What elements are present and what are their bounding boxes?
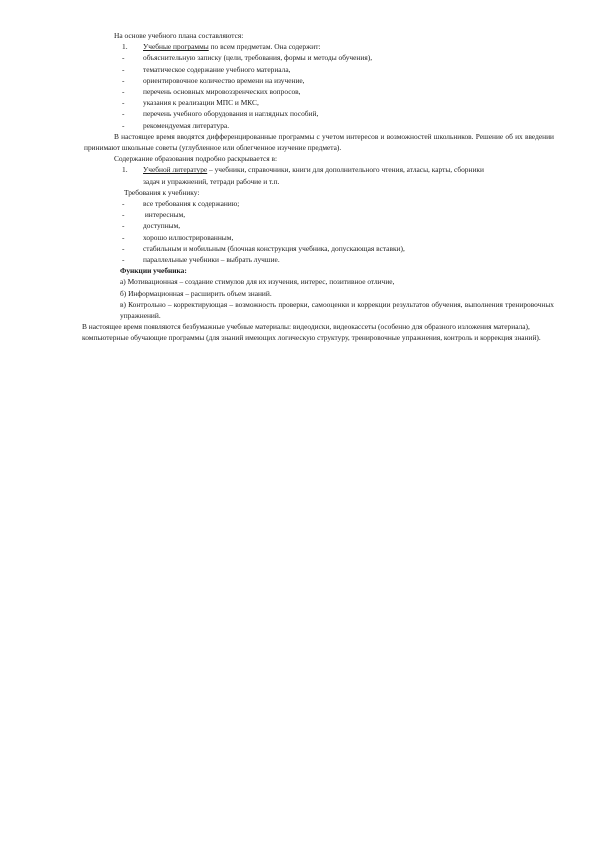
list-item xyxy=(84,254,554,265)
list-item-text: ориентировочное количество времени на изучение, xyxy=(143,75,305,85)
list-item-text: стабильным и мобильным (блочная конструкция учебника, допускающая вставки), xyxy=(143,243,405,253)
bullet-dash: - xyxy=(122,87,125,97)
list-item-text: объяснительную записку (цели, требования, формы и методы обучения), xyxy=(143,53,373,63)
function-item: в) Контрольно – корректирующая – возможность проверки, самооценки и коррекции результатов обучения, выполнения тренировочных упражнений. xyxy=(120,299,554,321)
list-item xyxy=(84,75,554,86)
list-item xyxy=(84,232,554,243)
content-disclosed-line: Содержание образования подробно раскрывается в: xyxy=(114,154,278,164)
intro-line: На основе учебного плана составляются: xyxy=(114,31,244,40)
bullet-dash: - xyxy=(122,199,125,209)
list-item-text: указания к реализации МПС и МКС, xyxy=(143,98,259,108)
list-item xyxy=(84,220,554,231)
item-text-continuation: задач и упражнений, тетради рабочие и т.п. xyxy=(143,176,280,186)
list-item-text: рекомендуемая литература. xyxy=(143,120,230,130)
functions-heading: Функции учебника: xyxy=(120,266,187,276)
item-number: 1. xyxy=(122,42,128,52)
list-item xyxy=(84,86,554,97)
item-number: 1. xyxy=(122,165,128,175)
list-item xyxy=(84,243,554,254)
function-item: а) Мотивационная – создание стимулов для их изучения, интерес, позитивное отличие, xyxy=(120,277,395,287)
item-text: – учебники, справочники, книги для дополнительного чтения, атласы, карты, сборники xyxy=(207,165,484,175)
list-item-text: хорошо иллюстрированным, xyxy=(143,232,234,242)
list-item xyxy=(84,64,554,75)
bullet-dash: - xyxy=(122,98,125,108)
item-title: Учебные программы xyxy=(143,42,209,52)
list-item-text: доступным, xyxy=(143,221,181,231)
bullet-dash: - xyxy=(122,232,125,242)
bullet-dash: - xyxy=(122,221,125,231)
bullet-dash: - xyxy=(122,53,125,63)
numbered-item-literature xyxy=(84,164,554,175)
bullet-dash: - xyxy=(122,243,125,253)
list-item xyxy=(84,108,554,119)
numbered-item-programs xyxy=(84,41,554,52)
list-item xyxy=(84,198,554,209)
list-item-text: параллельные учебники – выбрать лучшие. xyxy=(143,255,280,265)
requirements-heading: Требования к учебнику: xyxy=(124,187,200,197)
item-title: Учебной литературе xyxy=(143,165,208,175)
final-paragraph: В настоящее время появляются безбумажные учебные материалы: видеодиски, видеокассеты (особенно для образного изложения материала), компьютерные обучающие программы (для знаний имеющих логическую структуру, тренировочные упражнения, контроль и коррекция знаний). xyxy=(82,322,541,343)
list-item-text: все требования к содержанию; xyxy=(143,199,240,209)
bullet-dash: - xyxy=(122,210,125,220)
list-item-text: перечень учебного оборудования и наглядных пособий, xyxy=(143,109,319,119)
list-item-text: перечень основных мировоззренческих вопросов, xyxy=(143,87,301,97)
item-text: по всем предметам. Она содержит: xyxy=(208,42,321,52)
list-item xyxy=(84,52,554,63)
bullet-dash: - xyxy=(122,120,125,130)
list-item-text: тематическое содержание учебного материала, xyxy=(143,64,291,74)
list-item xyxy=(84,209,554,220)
list-item xyxy=(84,97,554,108)
list-item-text: интересным, xyxy=(143,210,186,220)
bullet-dash: - xyxy=(122,109,125,119)
list-item xyxy=(84,120,554,131)
function-item: б) Информационная – расширить объем знаний. xyxy=(120,288,272,298)
bullet-dash: - xyxy=(122,64,125,74)
document-body xyxy=(84,30,554,344)
bullet-dash: - xyxy=(122,75,125,85)
bullet-dash: - xyxy=(122,255,125,265)
paragraph-differentiated: В настоящее время вводятся дифференцированные программы с учетом интересов и возможностей школьников. Решение об их введении принимают школьные советы (углубленное или облегченное изучение предмета). xyxy=(84,131,554,153)
